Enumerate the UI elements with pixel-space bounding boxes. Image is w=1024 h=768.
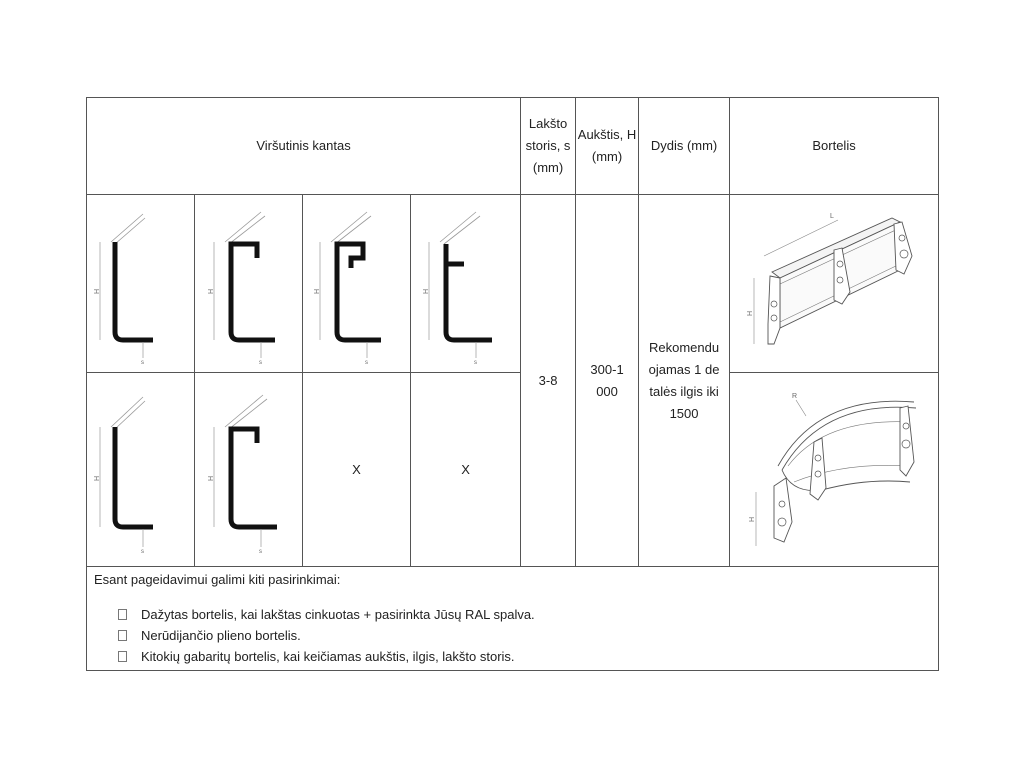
thickness-value: 3-8 xyxy=(521,195,576,567)
header-height: Aukštis, H (mm) xyxy=(576,98,639,195)
l-label: L xyxy=(830,212,834,220)
h-label: H xyxy=(207,475,215,481)
profile-c-tall-drawing xyxy=(199,385,299,555)
r-label: R xyxy=(792,393,798,400)
notes-cell xyxy=(87,567,939,671)
bullet-box-icon xyxy=(118,651,127,662)
s-label: s xyxy=(473,359,477,364)
option-text: Nerūdijančio plieno bortelis. xyxy=(141,627,301,643)
header-thickness: Lakšto storis, s (mm) xyxy=(521,98,576,195)
size-value xyxy=(639,195,730,567)
s-label: s xyxy=(140,548,144,555)
header-bortelis: Bortelis xyxy=(730,98,939,195)
profile-l-tall xyxy=(87,373,195,567)
profile-t xyxy=(411,195,521,373)
option-item xyxy=(118,625,938,646)
profiles-row-2 xyxy=(87,373,939,567)
h-label: H xyxy=(93,288,101,294)
bortelis-straight-drawing xyxy=(734,204,934,364)
bortelis-curved xyxy=(730,373,939,567)
height-value xyxy=(576,195,639,567)
header-edge: Viršutinis kantas xyxy=(87,98,521,195)
profile-c xyxy=(195,195,303,373)
profile-c-tall xyxy=(195,373,303,567)
bortelis-curved-drawing xyxy=(734,382,934,557)
option-item xyxy=(118,646,938,667)
h-label: H xyxy=(207,288,215,294)
h-label: H xyxy=(93,475,101,481)
profile-l-tall-drawing xyxy=(91,385,191,555)
bullet-box-icon xyxy=(118,630,127,641)
h-label: H xyxy=(313,288,321,294)
option-text: Kitokių gabaritų bortelis, kai keičiamas aukštis, ilgis, lakšto storis. xyxy=(141,648,515,664)
profile-c-lip-drawing xyxy=(307,204,407,364)
s-label: s xyxy=(140,359,144,364)
profile-c-lip xyxy=(303,195,411,373)
profiles-row-1 xyxy=(87,195,939,373)
notes-heading: Esant pageidavimui galimi kiti pasirinkimai: xyxy=(94,572,341,587)
height-value-text: 300-1000 xyxy=(590,361,624,399)
profile-c-drawing xyxy=(199,204,299,364)
bortelis-straight xyxy=(730,195,939,373)
option-item xyxy=(118,604,938,625)
profile-t-drawing xyxy=(416,204,516,364)
h-dim-label: H xyxy=(747,310,755,316)
bullet-box-icon xyxy=(118,609,127,620)
spec-table xyxy=(86,97,939,671)
s-label: s xyxy=(258,548,262,555)
s-label: s xyxy=(364,359,368,364)
option-text: Dažytas bortelis, kai lakštas cinkuotas + pasirinkta Jūsų RAL spalva. xyxy=(141,606,535,622)
profile-l-drawing xyxy=(91,204,191,364)
notes-row xyxy=(87,567,939,671)
h-label: H xyxy=(422,288,430,294)
size-value-text: Rekomenduojamas 1 detalės ilgis iki 1500 xyxy=(648,339,720,421)
header-size: Dydis (mm) xyxy=(639,98,730,195)
h-dim-label: H xyxy=(749,516,757,522)
empty-cell-2: X xyxy=(411,373,521,567)
header-row xyxy=(87,98,939,195)
s-label: s xyxy=(258,359,262,364)
empty-cell-1: X xyxy=(303,373,411,567)
profile-l xyxy=(87,195,195,373)
